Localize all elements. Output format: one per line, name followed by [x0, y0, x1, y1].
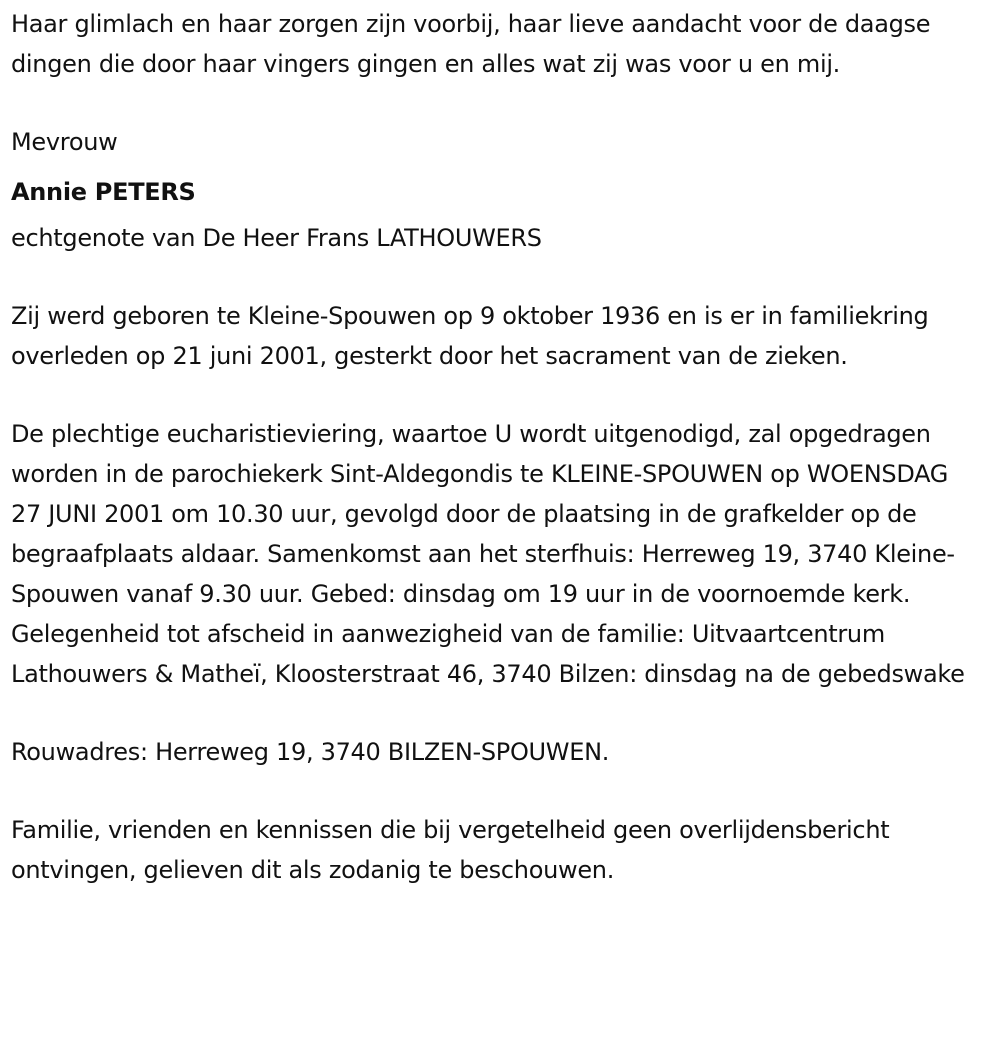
spacer [11, 376, 982, 414]
spacer [11, 772, 982, 810]
spouse-line: echtgenote van De Heer Frans LATHOUWERS [11, 224, 542, 252]
spacer [11, 84, 982, 122]
ceremony-text: De plechtige eucharistieviering, waartoe U wordt uitgenodigd, zal opgedragen worden in de parochiekerk Sint-Aldegondis te KLEINE-SPOUWEN op WOENSDAG 27 JUNI 2001 om 10.30 uur, gevolgd door de plaatsing in de grafkelder op de begraafplaats aldaar. Samenkomst aan het sterfhuis: Herreweg 19, 3740 Kleine-Spouwen vanaf 9.30 uur. Gebed: dinsdag om 19 uur in de voornoemde kerk. Gelegenheid tot afscheid in aanwezigheid van de familie: Uitvaartcentrum Lathouwers & Matheï, Kloosterstraat 46, 3740 Bilzen: dinsdag na de gebedswake [11, 420, 965, 688]
closing-text: Familie, vrienden en kennissen die bij vergetelheid geen overlijdensbericht ontvingen, gelieven dit als zodanig te beschouwen. [11, 816, 890, 884]
spacer [11, 694, 982, 732]
mourning-address: Rouwadres: Herreweg 19, 3740 BILZEN-SPOUWEN. [11, 738, 610, 766]
intro-text: Haar glimlach en haar zorgen zijn voorbij, haar lieve aandacht voor de daagse dingen die door haar vingers gingen en alles wat zij was voor u en mij. [11, 10, 931, 78]
spacer [11, 258, 982, 296]
deceased-name: Annie PETERS [11, 178, 196, 206]
honorific: Mevrouw [11, 128, 118, 156]
birth-death-text: Zij werd geboren te Kleine-Spouwen op 9 oktober 1936 en is er in familiekring overleden op 21 juni 2001, gesterkt door het sacrament van de zieken. [11, 302, 929, 370]
